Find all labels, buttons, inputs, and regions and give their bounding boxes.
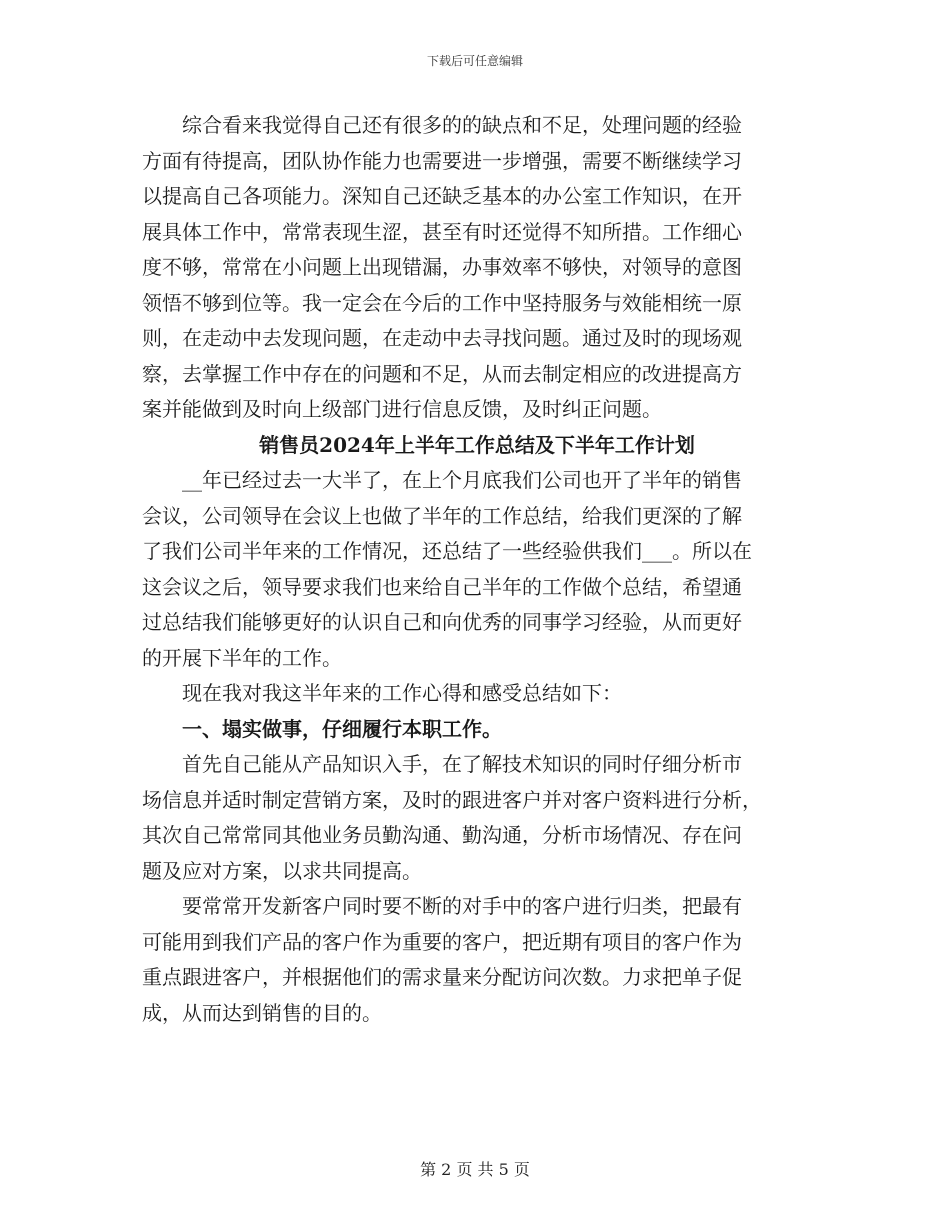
text-line: 成，从而达到销售的目的。 [142, 1000, 382, 1025]
section-heading: 一、塌实做事，仔细履行本职工作。 [182, 716, 502, 741]
text-line: 方面有待提高，团队协作能力也需要进一步增强，需要不断继续学习 [142, 148, 742, 173]
document-body [142, 108, 812, 1031]
page-number: 第 2 页 共 5 页 [420, 1160, 530, 1179]
text-line: 则，在走动中去发现问题，在走动中去寻找问题。通过及时的现场观 [142, 326, 742, 350]
text-line: 综合看来我觉得自己还有很多的的缺点和不足，处理问题的经验 [182, 113, 742, 137]
text-line: 会议，公司领导在会议上也做了半年的工作总结，给我们更深的了解 [142, 503, 742, 528]
page-header: 下载后可任意编辑 [426, 54, 523, 68]
document-title: 销售员2024年上半年工作总结及下半年工作计划 [259, 432, 695, 457]
paragraph-5 [142, 889, 812, 1031]
paragraph-4 [142, 747, 812, 889]
text-line: 领悟不够到位等。我一定会在今后的工作中坚持服务与效能相统一原 [142, 290, 742, 315]
paragraph-3 [142, 676, 812, 712]
text-line: 了我们公司半年来的工作情况，还总结了一些经验供我们___。所以在 [142, 539, 752, 563]
text-line: 这会议之后，领导要求我们也来给自己半年的工作做个总结，希望通 [142, 574, 742, 599]
text-line: __年已经过去一大半了，在上个月底我们公司也开了半年的销售 [182, 468, 742, 492]
text-line: 场信息并适时制定营销方案，及时的跟进客户并对客户资料进行分析， [142, 787, 762, 812]
text-line: 其次自己常常同其他业务员勤沟通、勤沟通，分析市场情况、存在问 [142, 823, 742, 847]
paragraph-1 [142, 108, 812, 428]
text-line: 案并能做到及时向上级部门进行信息反馈，及时纠正问题。 [142, 397, 662, 421]
text-line: 察，去掌握工作中存在的问题和不足，从而去制定相应的改进提高方 [142, 361, 742, 386]
text-line: 重点跟进客户，并根据他们的需求量来分配访问次数。力求把单子促 [142, 965, 742, 989]
text-line: 可能用到我们产品的客户作为重要的客户，把近期有项目的客户作为 [142, 929, 742, 954]
paragraph-2 [142, 463, 812, 676]
text-line: 的开展下半年的工作。 [142, 645, 342, 670]
text-line: 展具体工作中，常常表现生涩，甚至有时还觉得不知所措。工作细心 [142, 219, 742, 244]
text-line: 过总结我们能够更好的认识自己和向优秀的同事学习经验，从而更好 [142, 610, 742, 634]
text-line: 要常常开发新客户同时要不断的对手中的客户进行归类，把最有 [182, 894, 742, 918]
text-line: 首先自己能从产品知识入手，在了解技术知识的同时仔细分析市 [182, 752, 742, 776]
text-line: 现在我对我这半年来的工作心得和感受总结如下： [182, 681, 622, 705]
text-line: 以提高自己各项能力。深知自己还缺乏基本的办公室工作知识，在开 [142, 184, 742, 208]
text-line: 度不够，常常在小问题上出现错漏，办事效率不够快，对领导的意图 [142, 255, 742, 279]
text-line: 题及应对方案，以求共同提高。 [142, 858, 422, 883]
